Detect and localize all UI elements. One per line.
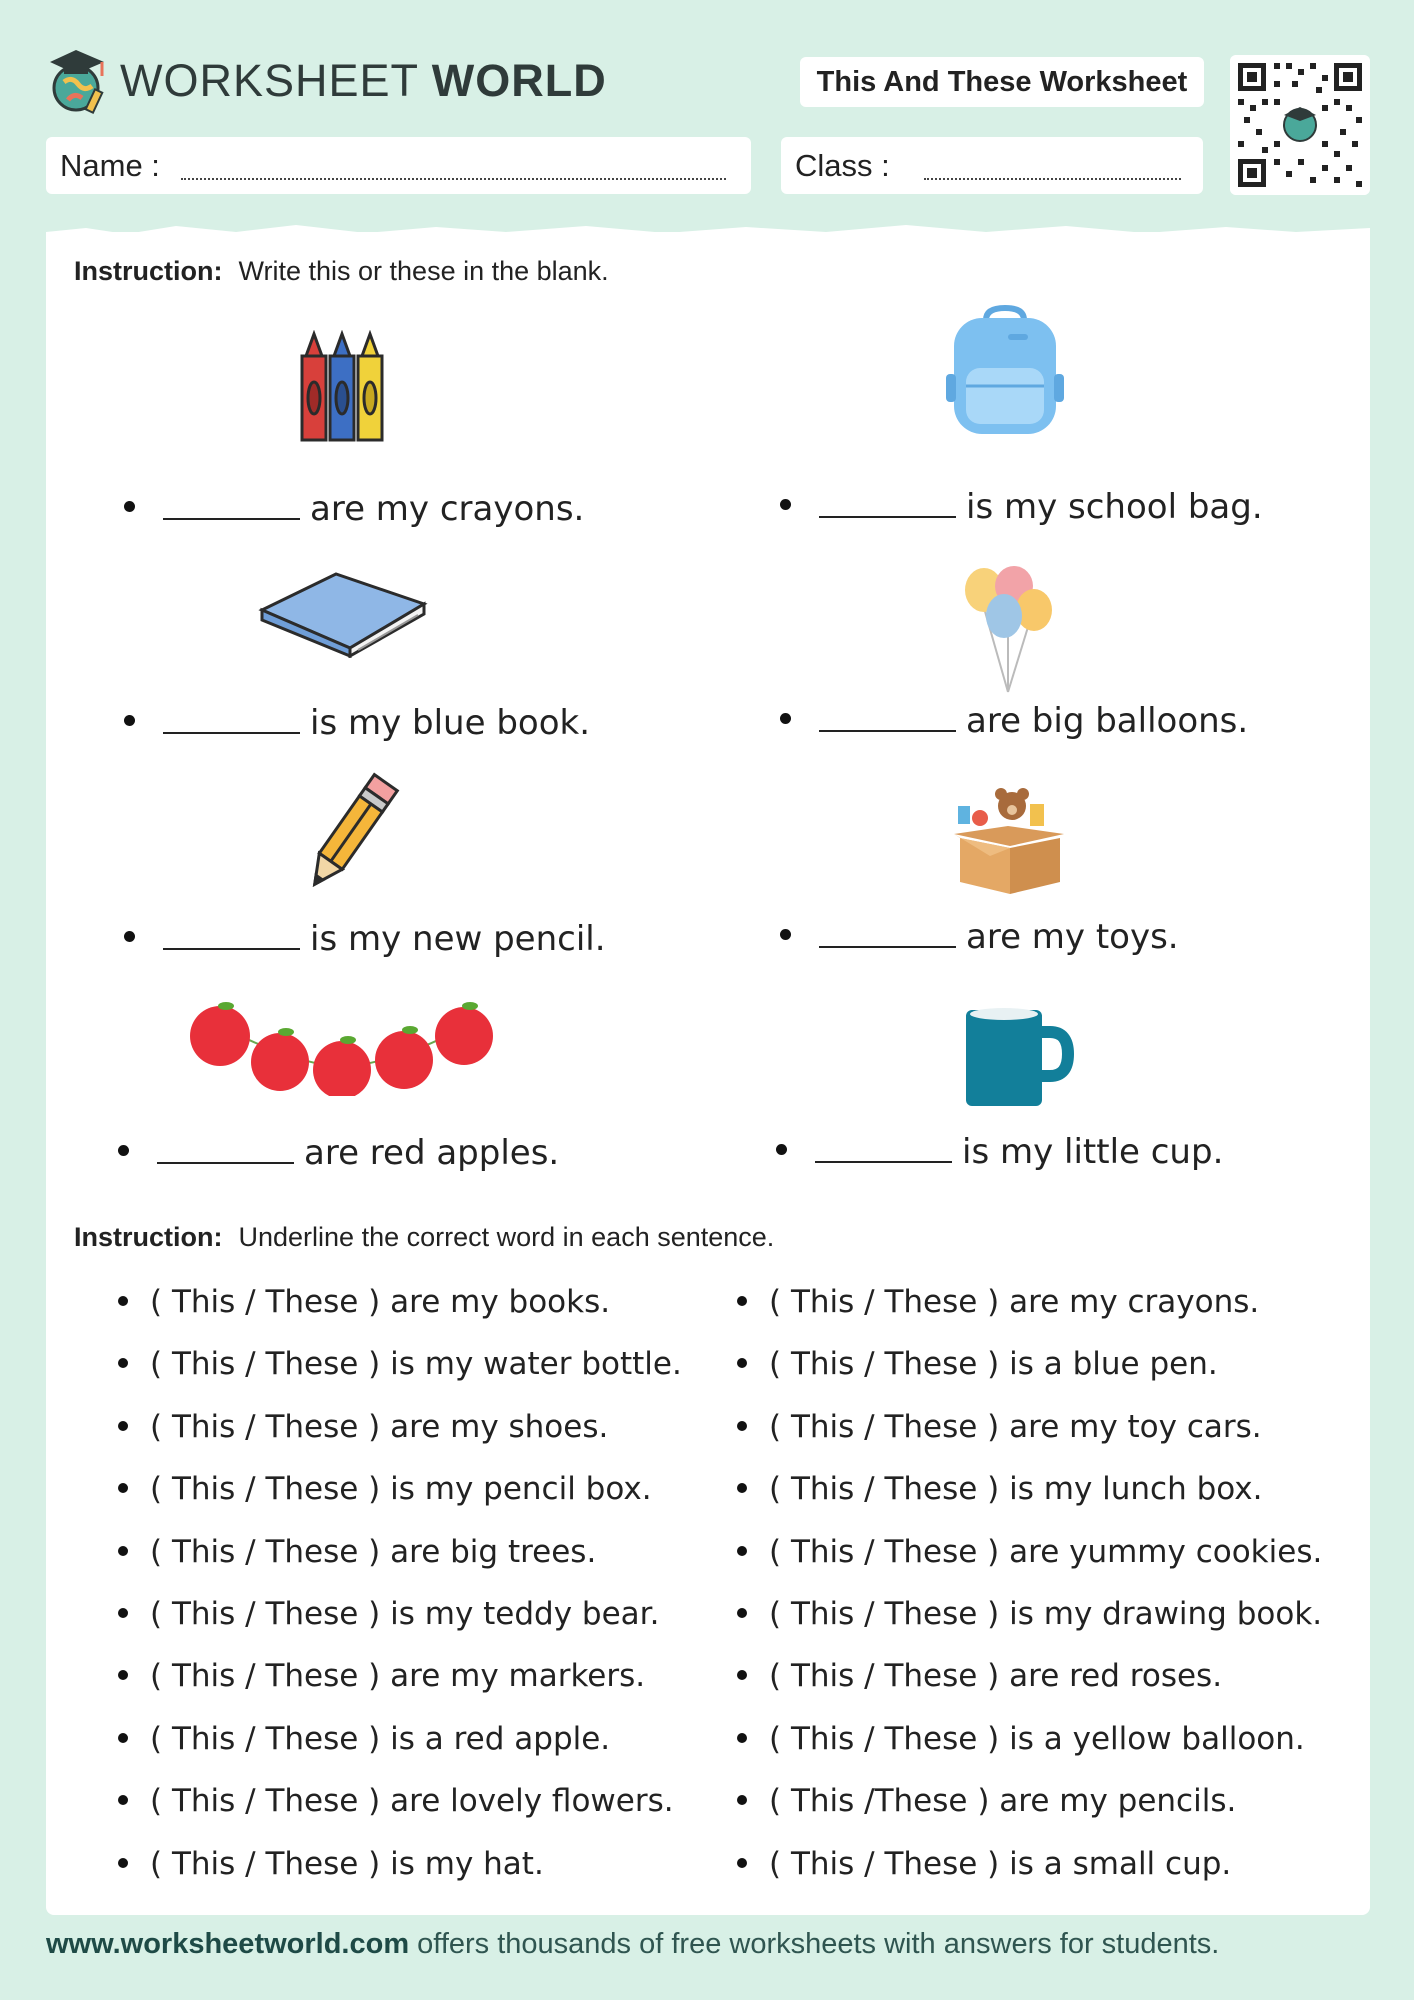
footer-site-link[interactable]: www.worksheetworld.com bbox=[46, 1928, 410, 1960]
brand-name-light: WORKSHEET bbox=[120, 55, 419, 106]
bullet bbox=[118, 1483, 128, 1493]
sentence-item bbox=[118, 1346, 682, 1382]
answer-blank[interactable] bbox=[815, 1131, 952, 1163]
bullet bbox=[118, 1421, 128, 1431]
answer-blank[interactable] bbox=[819, 916, 956, 948]
instruction-2-label: Instruction: bbox=[74, 1222, 223, 1252]
instruction-1-text: Write this or these in the blank. bbox=[238, 256, 609, 286]
sentence-item bbox=[737, 1596, 1322, 1632]
bullet bbox=[737, 1296, 747, 1306]
brand-logo[interactable] bbox=[46, 46, 607, 116]
school-bag-icon bbox=[946, 304, 1064, 438]
bullet bbox=[118, 1296, 128, 1306]
fill-blank-item: is my school bag. bbox=[780, 486, 1263, 527]
answer-blank[interactable] bbox=[163, 918, 300, 950]
class-label: Class : bbox=[795, 147, 890, 183]
sentence-item bbox=[118, 1596, 659, 1632]
sentence-text[interactable]: ( This / These ) is a red apple. bbox=[150, 1721, 611, 1757]
sentence-item bbox=[737, 1658, 1222, 1694]
sentence-item bbox=[118, 1409, 608, 1445]
footer bbox=[46, 1928, 1386, 1968]
instruction-1 bbox=[74, 256, 609, 287]
footer-text: offers thousands of free worksheets with answers for students. bbox=[409, 1928, 1220, 1960]
sentence-text[interactable]: ( This / These ) is my drawing book. bbox=[769, 1596, 1323, 1632]
instruction-2-text: Underline the correct word in each sentence. bbox=[238, 1222, 775, 1252]
answer-blank[interactable] bbox=[163, 488, 300, 520]
answer-blank[interactable] bbox=[819, 486, 956, 518]
fill-blank-item: are my toys. bbox=[780, 916, 1179, 957]
sentence-text[interactable]: ( This / These ) is my hat. bbox=[150, 1846, 544, 1882]
sentence-text[interactable]: ( This / These ) are red roses. bbox=[769, 1658, 1223, 1694]
apples-icon bbox=[186, 996, 500, 1096]
name-label: Name : bbox=[60, 147, 160, 183]
fill-blank-item: are my crayons. bbox=[124, 488, 584, 529]
bullet bbox=[737, 1421, 747, 1431]
sentence-text[interactable]: ( This / These ) are my books. bbox=[150, 1284, 611, 1320]
bullet bbox=[737, 1733, 747, 1743]
bullet bbox=[118, 1608, 128, 1618]
qr-code-icon[interactable] bbox=[1230, 55, 1370, 195]
header bbox=[0, 0, 1414, 215]
sentence-text[interactable]: ( This / These ) is a yellow balloon. bbox=[769, 1721, 1305, 1757]
fill-blank-item: is my little cup. bbox=[776, 1131, 1223, 1172]
sentence-text[interactable]: ( This / These ) is my lunch box. bbox=[769, 1471, 1263, 1507]
sentence-item bbox=[737, 1471, 1263, 1507]
sentence-text[interactable]: ( This / These ) are my toy cars. bbox=[769, 1409, 1262, 1445]
fill-blank-item: is my blue book. bbox=[124, 702, 590, 743]
sentence-text[interactable]: ( This / These ) are big trees. bbox=[150, 1534, 597, 1570]
bullet bbox=[737, 1858, 747, 1868]
sentence-item bbox=[737, 1346, 1218, 1382]
bullet bbox=[118, 1795, 128, 1805]
sentence-text[interactable]: ( This / These ) are yummy cookies. bbox=[769, 1534, 1323, 1570]
sentence-item bbox=[737, 1721, 1305, 1757]
sentence-text[interactable]: ( This /These ) are my pencils. bbox=[769, 1783, 1237, 1819]
bullet bbox=[118, 1358, 128, 1368]
bullet bbox=[118, 1858, 128, 1868]
fill-blank-item: is my new pencil. bbox=[124, 918, 606, 959]
answer-blank[interactable] bbox=[157, 1132, 294, 1164]
sentence-text[interactable]: ( This / These ) are my markers. bbox=[150, 1658, 646, 1694]
sentence-item bbox=[737, 1284, 1259, 1320]
sentence-text[interactable]: ( This / These ) are my shoes. bbox=[150, 1409, 609, 1445]
sentence-item bbox=[737, 1534, 1322, 1570]
fill-blank-item: are big balloons. bbox=[780, 700, 1248, 741]
sentence-item bbox=[737, 1846, 1231, 1882]
sentence-item bbox=[118, 1846, 544, 1882]
bullet bbox=[737, 1483, 747, 1493]
sentence-item bbox=[118, 1534, 596, 1570]
bullet bbox=[737, 1546, 747, 1556]
answer-blank[interactable] bbox=[819, 700, 956, 732]
class-input-line[interactable] bbox=[924, 178, 1181, 180]
sentence-text[interactable]: ( This / These ) are my crayons. bbox=[769, 1284, 1260, 1320]
bullet bbox=[118, 1670, 128, 1680]
sentence-text[interactable]: ( This / These ) is a blue pen. bbox=[769, 1346, 1218, 1382]
sentence-text[interactable]: ( This / These ) are lovely flowers. bbox=[150, 1783, 674, 1819]
toy-box-icon bbox=[950, 784, 1068, 896]
sentence-item bbox=[118, 1721, 610, 1757]
book-icon bbox=[258, 570, 428, 658]
sentence-text[interactable]: ( This / These ) is my teddy bear. bbox=[150, 1596, 660, 1632]
sentence-text[interactable]: ( This / These ) is my pencil box. bbox=[150, 1471, 652, 1507]
name-field[interactable] bbox=[46, 137, 751, 194]
pencil-icon bbox=[304, 772, 400, 890]
sentence-text[interactable]: ( This / These ) is my water bottle. bbox=[150, 1346, 682, 1382]
instruction-2 bbox=[74, 1222, 774, 1253]
sentence-item bbox=[737, 1409, 1262, 1445]
bullet bbox=[737, 1358, 747, 1368]
sentence-item bbox=[737, 1783, 1236, 1819]
bullet bbox=[737, 1608, 747, 1618]
bullet bbox=[118, 1733, 128, 1743]
crayons-icon bbox=[296, 330, 392, 446]
sentence-item bbox=[118, 1783, 674, 1819]
sentence-item bbox=[118, 1658, 645, 1694]
bullet bbox=[118, 1546, 128, 1556]
bullet bbox=[737, 1670, 747, 1680]
balloons-icon bbox=[962, 564, 1054, 694]
fill-blank-item: are red apples. bbox=[118, 1132, 559, 1173]
sentence-item bbox=[118, 1471, 652, 1507]
bullet bbox=[737, 1795, 747, 1805]
sentence-item bbox=[118, 1284, 610, 1320]
instruction-1-label: Instruction: bbox=[74, 256, 223, 286]
brand-name-bold: WORLD bbox=[431, 55, 607, 106]
worksheet-title: This And These Worksheet bbox=[800, 57, 1204, 107]
class-field[interactable] bbox=[781, 137, 1203, 194]
globe-graduate-icon bbox=[46, 46, 108, 116]
name-input-line[interactable] bbox=[181, 178, 726, 180]
cup-icon bbox=[962, 1004, 1074, 1108]
sentence-text[interactable]: ( This / These ) is a small cup. bbox=[769, 1846, 1232, 1882]
answer-blank[interactable] bbox=[163, 702, 300, 734]
